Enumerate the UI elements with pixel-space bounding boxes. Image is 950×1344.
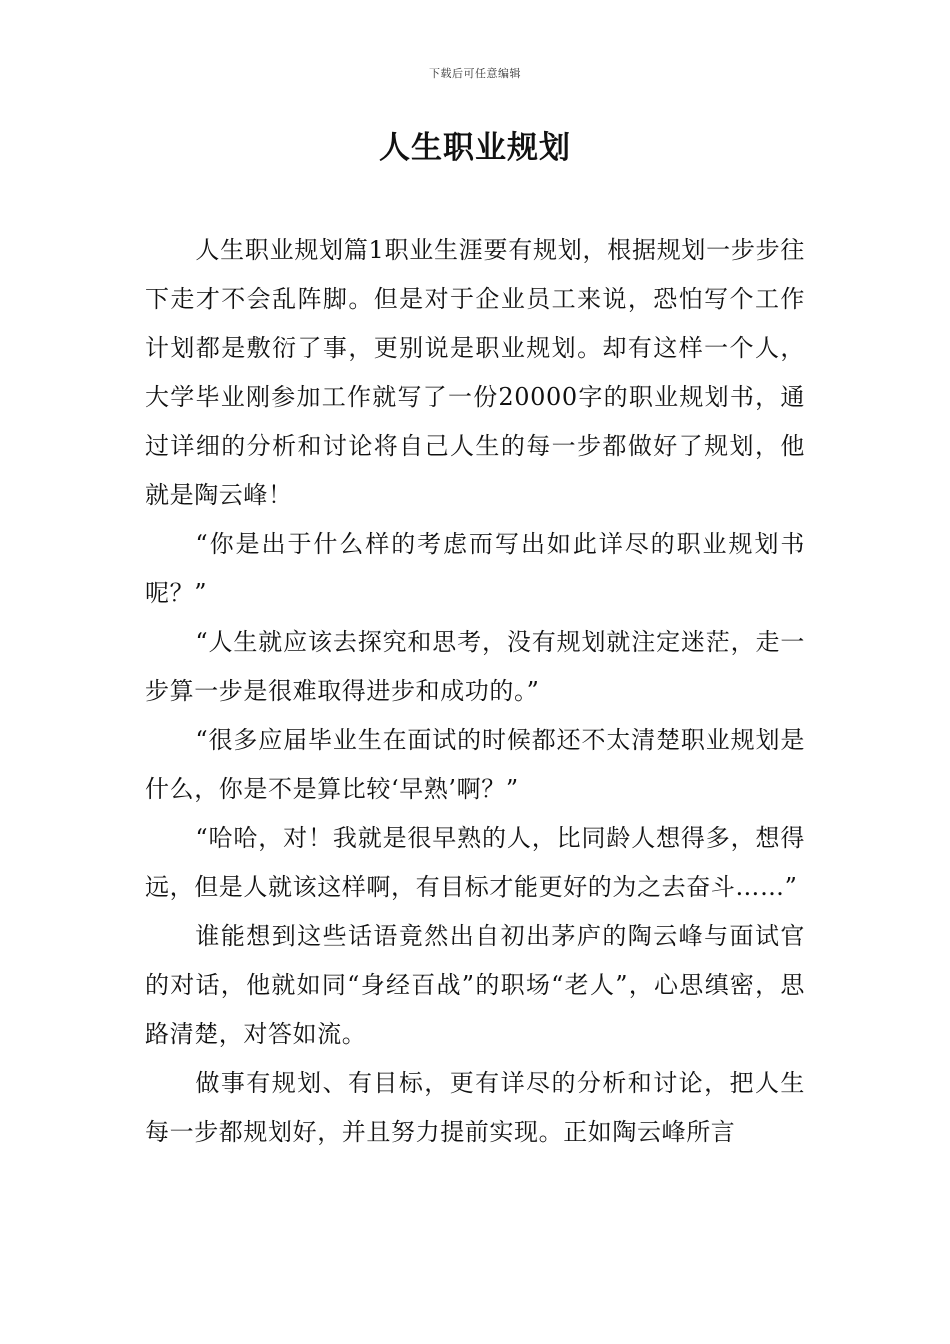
document-body [145, 226, 805, 1157]
document-title: 人生职业规划 [379, 130, 571, 166]
paragraph: “人生就应该去探究和思考，没有规划就注定迷茫，走一步算一步是很难取得进步和成功的。” [145, 628, 805, 705]
header-note: 下载后可任意编辑 [429, 67, 521, 80]
paragraph: 谁能想到这些话语竟然出自初出茅庐的陶云峰与面试官的对话，他就如同“身经百战”的职场“老人”，心思缜密，思路清楚，对答如流。 [145, 922, 805, 1048]
paragraph: “哈哈，对！我就是很早熟的人，比同龄人想得多，想得远，但是人就该这样啊，有目标才能更好的为之去奋斗……” [145, 824, 805, 901]
paragraph: 做事有规划、有目标，更有详尽的分析和讨论，把人生每一步都规划好，并且努力提前实现。正如陶云峰所言 [145, 1069, 805, 1146]
paragraph: 人生职业规划篇1职业生涯要有规划，根据规划一步步往下走才不会乱阵脚。但是对于企业员工来说，恐怕写个工作计划都是敷衍了事，更别说是职业规划。却有这样一个人，大学毕业刚参加工作就写了一份20000字的职业规划书，通过详细的分析和讨论将自己人生的每一步都做好了规划，他就是陶云峰！ [145, 236, 805, 509]
paragraph: “你是出于什么样的考虑而写出如此详尽的职业规划书呢？” [145, 530, 805, 607]
paragraph: “很多应届毕业生在面试的时候都还不太清楚职业规划是什么，你是不是算比较‘早熟’啊？” [145, 726, 805, 803]
